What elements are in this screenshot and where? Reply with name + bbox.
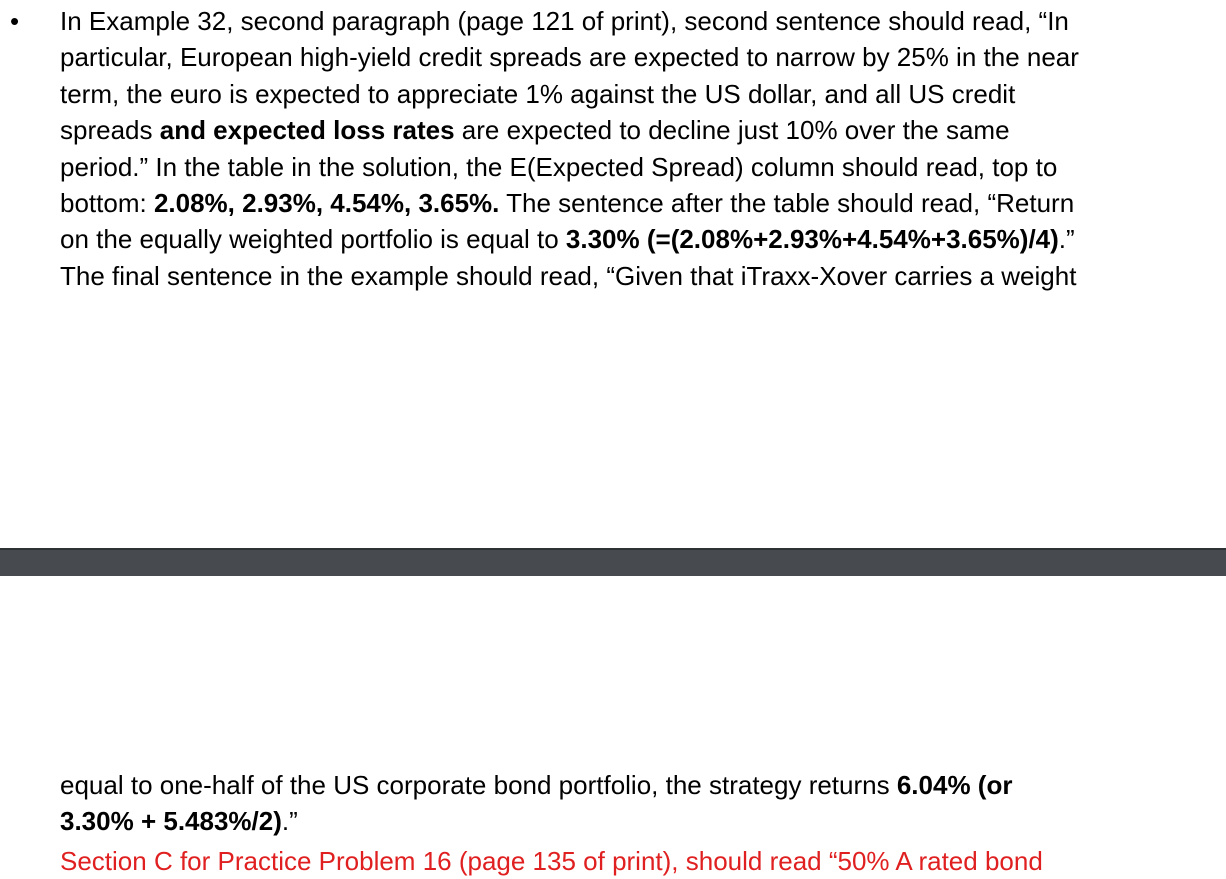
paragraph-line: bottom: 2.08%, 2.93%, 4.54%, 3.65%. The sentence after the table should read, “Return: [60, 188, 1075, 219]
paragraph-line: particular, European high-yield credit spreads are expected to narrow by 25% in the near: [60, 42, 1079, 73]
bold-correction: and expected loss rates: [159, 115, 455, 146]
errata-paragraph: [60, 3, 1220, 294]
bold-correction: 2.08%, 2.93%, 4.54%, 3.65%.: [153, 188, 500, 219]
bullet-point: •: [10, 6, 20, 36]
paragraph-line: on the equally weighted portfolio is equal to 3.30% (=(2.08%+2.93%+4.54%+3.65%)/4).”: [60, 224, 1075, 255]
paragraph-line: The final sentence in the example should read, “Given that iTraxx-Xover carries a weight: [60, 260, 1077, 291]
page-separator: [0, 548, 1226, 576]
cut-off-red-line: Section C for Practice Problem 16 (page 135 of print), should read “50% A rated bond: [60, 846, 1043, 876]
paragraph-line: spreads and expected loss rates are expected to decline just 10% over the same: [60, 115, 1010, 146]
paragraph-line: In Example 32, second paragraph (page 121 of print), second sentence should read, “In: [60, 6, 1069, 36]
bold-correction: 6.04% (or: [896, 770, 1013, 800]
bold-correction: 3.30% (=(2.08%+2.93%+4.54%+3.65%)/4): [565, 224, 1059, 255]
paragraph-line: 3.30% + 5.483%/2).”: [60, 806, 298, 837]
continued-paragraph: [60, 767, 1220, 840]
paragraph-line: term, the euro is expected to appreciate 1% against the US dollar, and all US credit: [60, 78, 1016, 109]
paragraph-line: equal to one-half of the US corporate bond portfolio, the strategy returns 6.04% (or: [60, 770, 1013, 800]
bold-correction: 3.30% + 5.483%/2): [60, 806, 282, 837]
document-page-bottom: [0, 576, 1226, 876]
paragraph-line: period.” In the table in the solution, the E(Expected Spread) column should read, top to: [60, 151, 1058, 182]
